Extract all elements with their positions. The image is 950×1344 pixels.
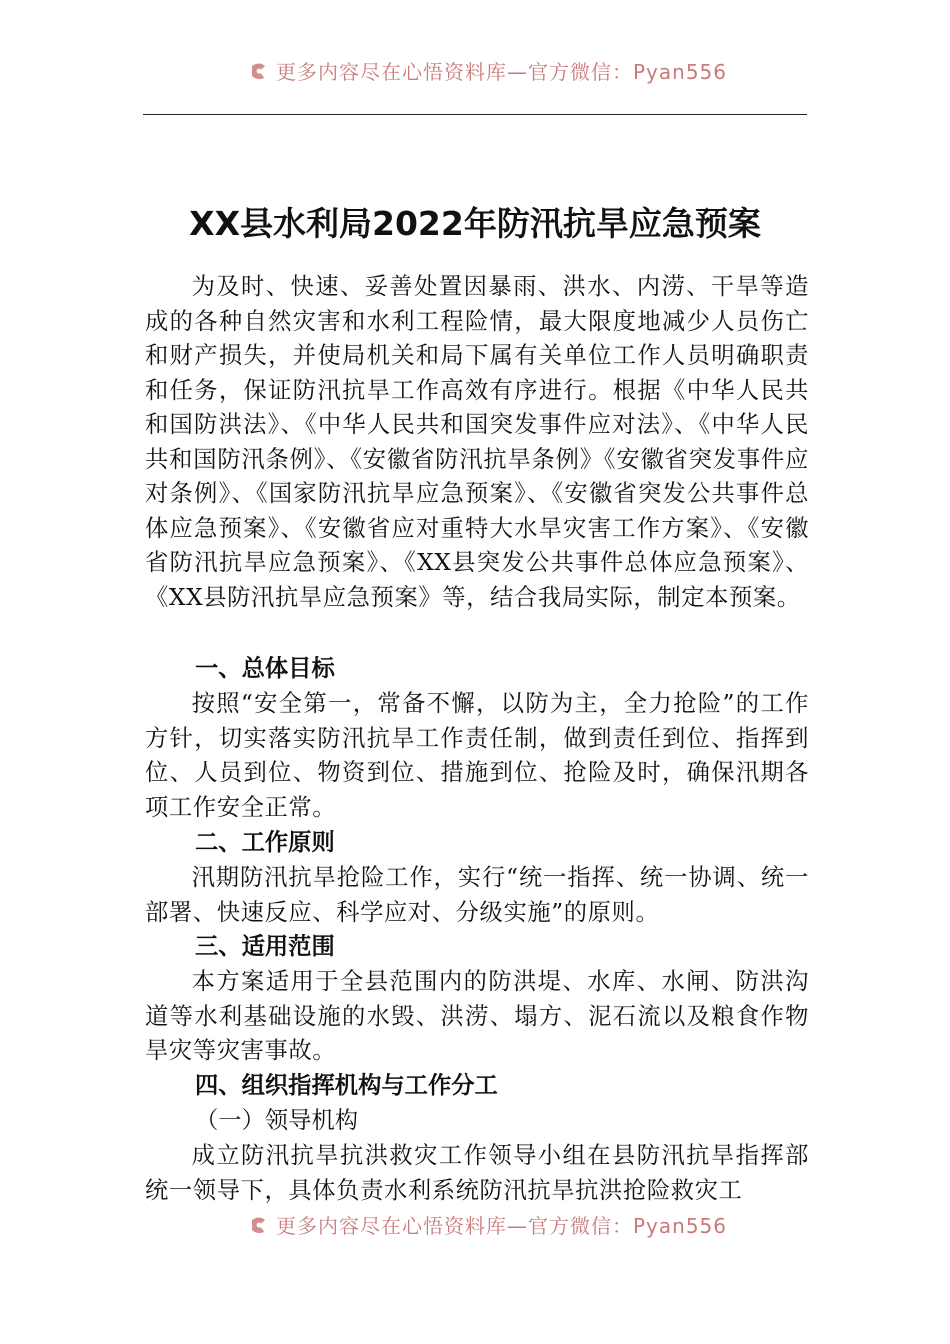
section-paragraph-2: 汛期防汛抗旱抢险工作，实行“统一指挥、统一协调、统一部署、快速反应、科学应对、分级实施”的原则。 [145, 864, 809, 926]
watermark-logo-icon [248, 60, 270, 82]
watermark-logo-icon [248, 1214, 270, 1236]
header-rule [143, 114, 807, 115]
section-paragraph-4: 成立防汛抗旱抗洪救灾工作领导小组在县防汛抗旱指挥部统一领导下，具体负责水利系统防汛抗旱抗洪抢险救灾工 [145, 1142, 809, 1204]
subsection-heading-leadership: （一）领导机构 [195, 1107, 359, 1134]
watermark-top [0, 48, 950, 88]
section-heading-4: 四、组织指挥机构与工作分工 [195, 1072, 498, 1099]
watermark-bottom [0, 1208, 950, 1248]
page-title: XX县水利局2022年防汛抗旱应急预案 [189, 204, 761, 244]
intro-paragraph: 为及时、快速、妥善处置因暴雨、洪水、内涝、干旱等造成的各种自然灾害和水利工程险情，最大限度地减少人员伤亡和财产损失，并使局机关和局下属有关单位工作人员明确职责和任务，保证防汛抗旱工作高效有序进行。根据《中华人民共和国防洪法》、《中华人民共和国突发事件应对法》、《中华人民共和国防汛条例》、《安徽省防汛抗旱条例》《安徽省突发事件应对条例》、《国家防汛抗旱应急预案》、《安徽省突发公共事件总体应急预案》、《安徽省应对重特大水旱灾害工作方案》、《安徽省防汛抗旱应急预案》、《XX县突发公共事件总体应急预案》、《XX县防汛抗旱应急预案》等，结合我局实际，制定本预案。 [145, 273, 809, 611]
section-paragraph-3: 本方案适用于全县范围内的防洪堤、水库、水闸、防洪沟道等水利基础设施的水毁、洪涝、塌方、泥石流以及粮食作物旱灾等灾害事故。 [145, 968, 809, 1064]
section-heading-3: 三、适用范围 [195, 933, 335, 960]
watermark-text: 更多内容尽在心悟资料库—官方微信：Pyan556 [276, 1214, 728, 1238]
section-paragraph-1: 按照“安全第一，常备不懈，以防为主，全力抢险”的工作方针，切实落实防汛抗旱工作责任制，做到责任到位、指挥到位、人员到位、物资到位、措施到位、抢险及时，确保汛期各项工作安全正常。 [145, 690, 809, 821]
section-heading-1: 一、总体目标 [195, 655, 335, 682]
watermark-text: 更多内容尽在心悟资料库—官方微信：Pyan556 [276, 60, 728, 84]
section-heading-2: 二、工作原则 [195, 829, 335, 856]
